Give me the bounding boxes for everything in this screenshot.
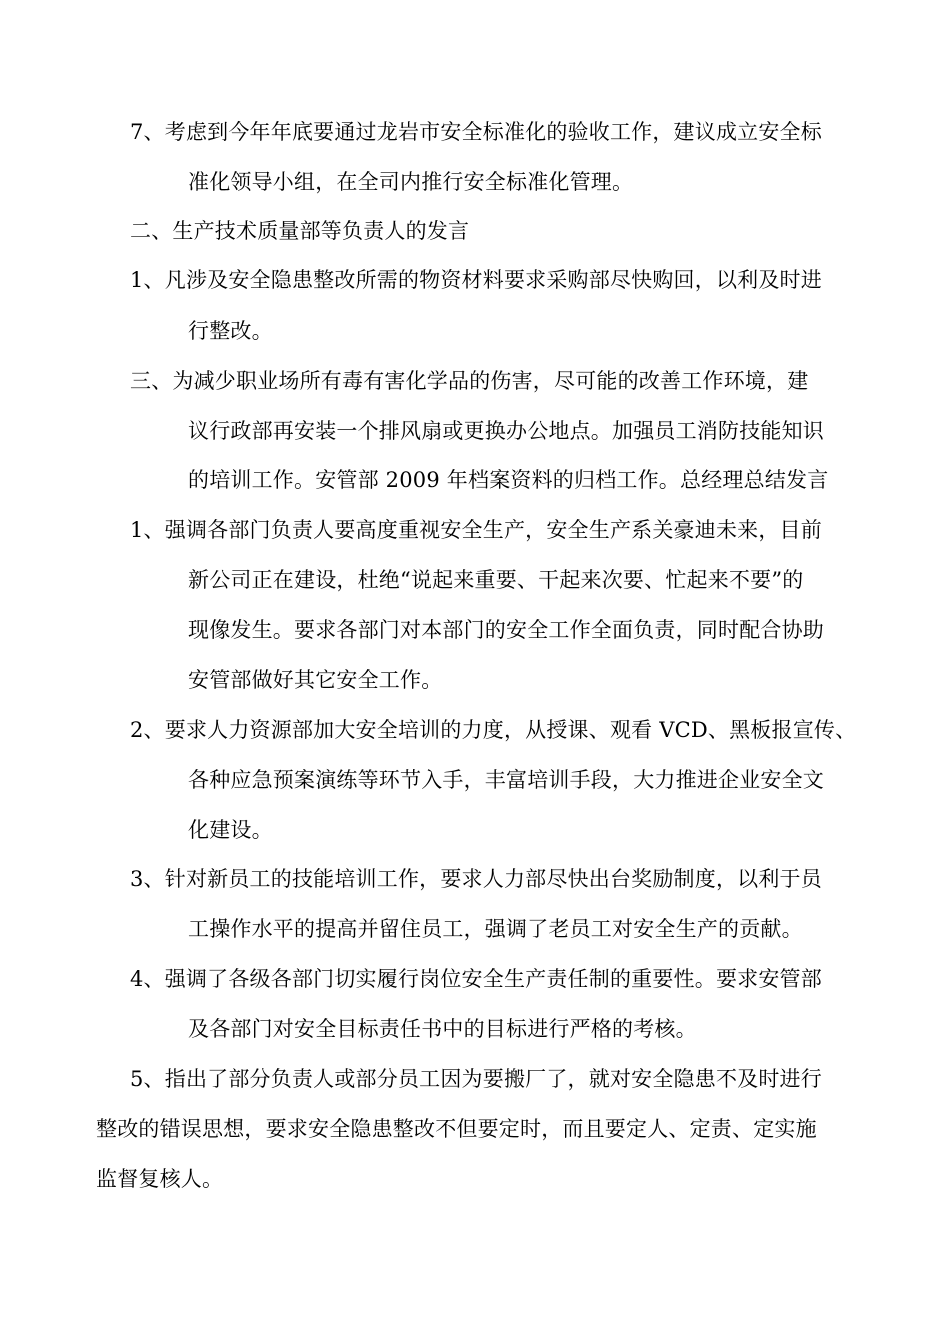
text-line: 的培训工作。安管部 2009 年档案资料的归档工作。总经理总结发言 [188, 468, 829, 492]
text-line: 安管部做好其它安全工作。 [188, 668, 443, 692]
text-line: 监督复核人。 [96, 1167, 224, 1191]
text-line: 新公司正在建设，杜绝“说起来重要、干起来次要、忙起来不要”的 [188, 568, 804, 592]
text-line: 3、针对新员工的技能培训工作，要求人力部尽快出台奖励制度，以利于员 [130, 867, 822, 891]
text-line: 2、要求人力资源部加大安全培训的力度，从授课、观看 VCD、黑板报宣传、 [130, 718, 857, 742]
text-line: 现像发生。要求各部门对本部门的安全工作全面负责，同时配合协助 [188, 618, 824, 642]
text-line: 整改的错误思想，要求安全隐患整改不但要定时，而且要定人、定责、定实施 [96, 1117, 817, 1141]
text-line: 4、强调了各级各部门切实履行岗位安全生产责任制的重要性。要求安管部 [130, 967, 822, 991]
text-line: 化建设。 [188, 818, 273, 842]
text-line: 工操作水平的提高并留住员工，强调了老员工对安全生产的贡献。 [188, 917, 803, 941]
text-line: 议行政部再安装一个排风扇或更换办公地点。加强员工消防技能知识 [188, 419, 824, 443]
text-line: 7、考虑到今年年底要通过龙岩市安全标准化的验收工作，建议成立安全标 [130, 120, 822, 144]
text-line: 及各部门对安全目标责任书中的目标进行严格的考核。 [188, 1017, 697, 1041]
text-line: 准化领导小组，在全司内推行安全标准化管理。 [188, 170, 634, 194]
text-line: 行整改。 [188, 319, 273, 343]
text-line: 1、强调各部门负责人要高度重视安全生产，安全生产系关豪迪未来，目前 [130, 518, 822, 542]
text-line: 三、为减少职业场所有毒有害化学品的伤害，尽可能的改善工作环境，建 [130, 369, 809, 393]
section-heading: 二、生产技术质量部等负责人的发言 [130, 219, 470, 243]
text-line: 各种应急预案演练等环节入手，丰富培训手段，大力推进企业安全文 [188, 768, 824, 792]
text-line: 1、凡涉及安全隐患整改所需的物资材料要求采购部尽快购回，以利及时进 [130, 268, 822, 292]
text-line: 5、指出了部分负责人或部分员工因为要搬厂了，就对安全隐患不及时进行 [130, 1067, 822, 1091]
